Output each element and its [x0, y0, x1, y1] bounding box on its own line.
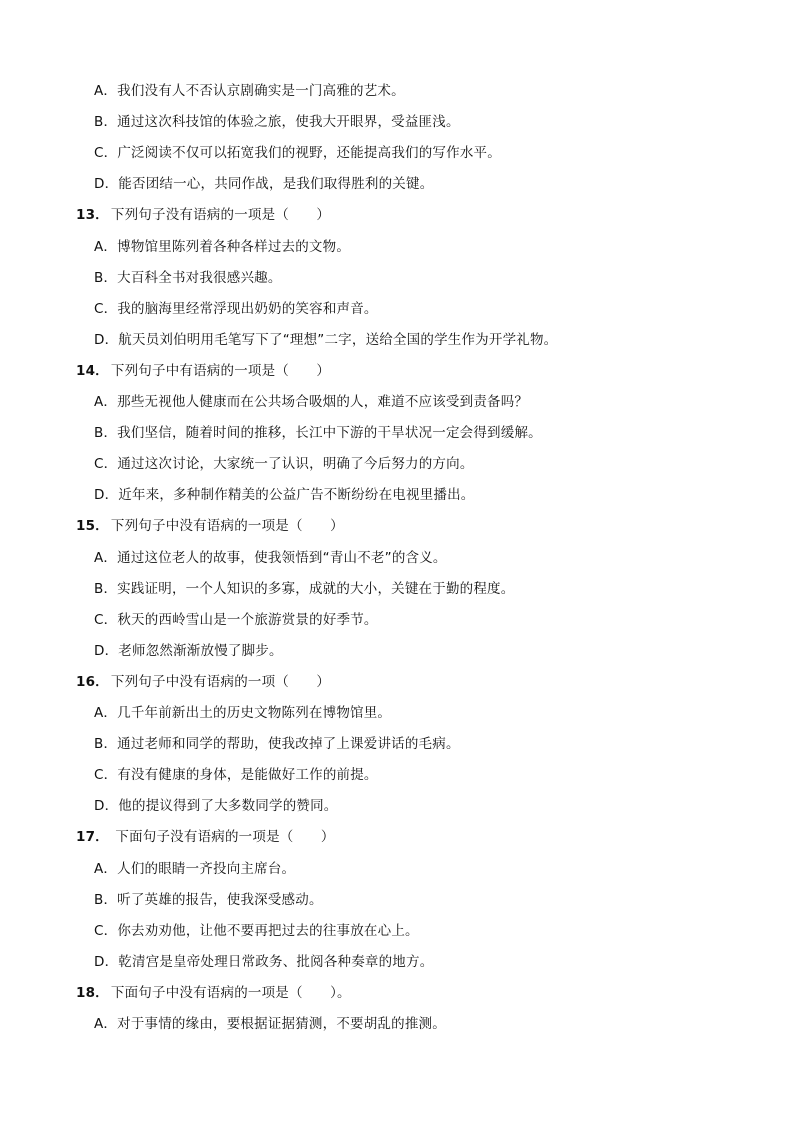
answer-option: B．大百科全书对我很感兴趣。: [94, 269, 282, 286]
question-text: 下列句子没有语病的一项是（ ）: [110, 207, 331, 224]
question-text: 下列句子中没有语病的一项是（ ）: [110, 518, 344, 535]
question-number: 14．: [76, 362, 109, 379]
answer-option: A．几千年前新出土的历史文物陈列在博物馆里。: [94, 705, 392, 721]
answer-option: D．航天员刘伯明用毛笔写下了“理想”二字，送给全国的学生作为开学礼物。: [94, 331, 558, 348]
question-stem: [76, 984, 351, 1002]
question-number: 15．: [76, 518, 109, 535]
question-number: 16．: [76, 673, 109, 690]
question-number: 18．: [76, 984, 109, 1001]
answer-option: C．通过这次讨论，大家统一了认识，明确了今后努力的方向。: [94, 456, 474, 473]
question-text: 下列句子中有语病的一项是（ ）: [110, 362, 331, 379]
answer-option: C．有没有健康的身体，是能做好工作的前提。: [94, 767, 378, 784]
answer-option: A．通过这位老人的故事，使我领悟到“青山不老”的含义。: [94, 549, 447, 566]
question-text: 下面句子中没有语病的一项是（ ）。: [110, 984, 351, 1001]
answer-option: C．秋天的西岭雪山是一个旅游赏景的好季节。: [94, 611, 378, 628]
answer-option: C．你去劝劝他，让他不要再把过去的往事放在心上。: [94, 922, 419, 939]
answer-option: A．那些无视他人健康而在公共场合吸烟的人，难道不应该受到责备吗？: [94, 394, 529, 410]
question-text: 下面句子没有语病的一项是（ ）: [110, 829, 335, 846]
question-stem: [76, 673, 330, 691]
answer-option: A．我们没有人不否认京剧确实是一门高雅的艺术。: [94, 83, 405, 99]
question-stem: [76, 828, 335, 846]
answer-option: D．近年来，多种制作精美的公益广告不断纷纷在电视里播出。: [94, 487, 475, 504]
question-stem: [76, 206, 330, 224]
answer-option: D．能否团结一心，共同作战，是我们取得胜利的关键。: [94, 176, 434, 193]
question-text: 下列句子中没有语病的一项（ ）: [110, 673, 331, 690]
question-number: 17．: [76, 829, 109, 846]
answer-option: A．人们的眼睛一齐投向主席台。: [94, 860, 296, 877]
answer-option: A．对于事情的缘由，要根据证据猜测，不要胡乱的推测。: [94, 1016, 446, 1032]
question-number: 13．: [76, 207, 109, 224]
answer-option: B．听了英雄的报告，使我深受感动。: [94, 891, 323, 908]
answer-option: C．我的脑海里经常浮现出奶奶的笑容和声音。: [94, 300, 378, 317]
answer-option: B．通过这次科技馆的体验之旅，使我大开眼界，受益匪浅。: [94, 114, 460, 131]
answer-option: D．乾清宫是皇帝处理日常政务、批阅各种奏章的地方。: [94, 953, 434, 970]
answer-option: C．广泛阅读不仅可以拓宽我们的视野，还能提高我们的写作水平。: [94, 145, 501, 162]
answer-option: B．实践证明，一个人知识的多寡，成就的大小，关键在于勤的程度。: [94, 580, 515, 597]
answer-option: B．我们坚信，随着时间的推移，长江中下游的干旱状况一定会得到缓解。: [94, 425, 542, 442]
answer-option: A．博物馆里陈列着各种各样过去的文物。: [94, 238, 351, 255]
answer-option: D．他的提议得到了大多数同学的赞同。: [94, 798, 338, 815]
question-stem: [76, 517, 344, 535]
question-stem: [76, 362, 330, 380]
answer-option: D．老师忽然渐渐放慢了脚步。: [94, 642, 283, 659]
answer-option: B．通过老师和同学的帮助，使我改掉了上课爱讲话的毛病。: [94, 736, 460, 753]
